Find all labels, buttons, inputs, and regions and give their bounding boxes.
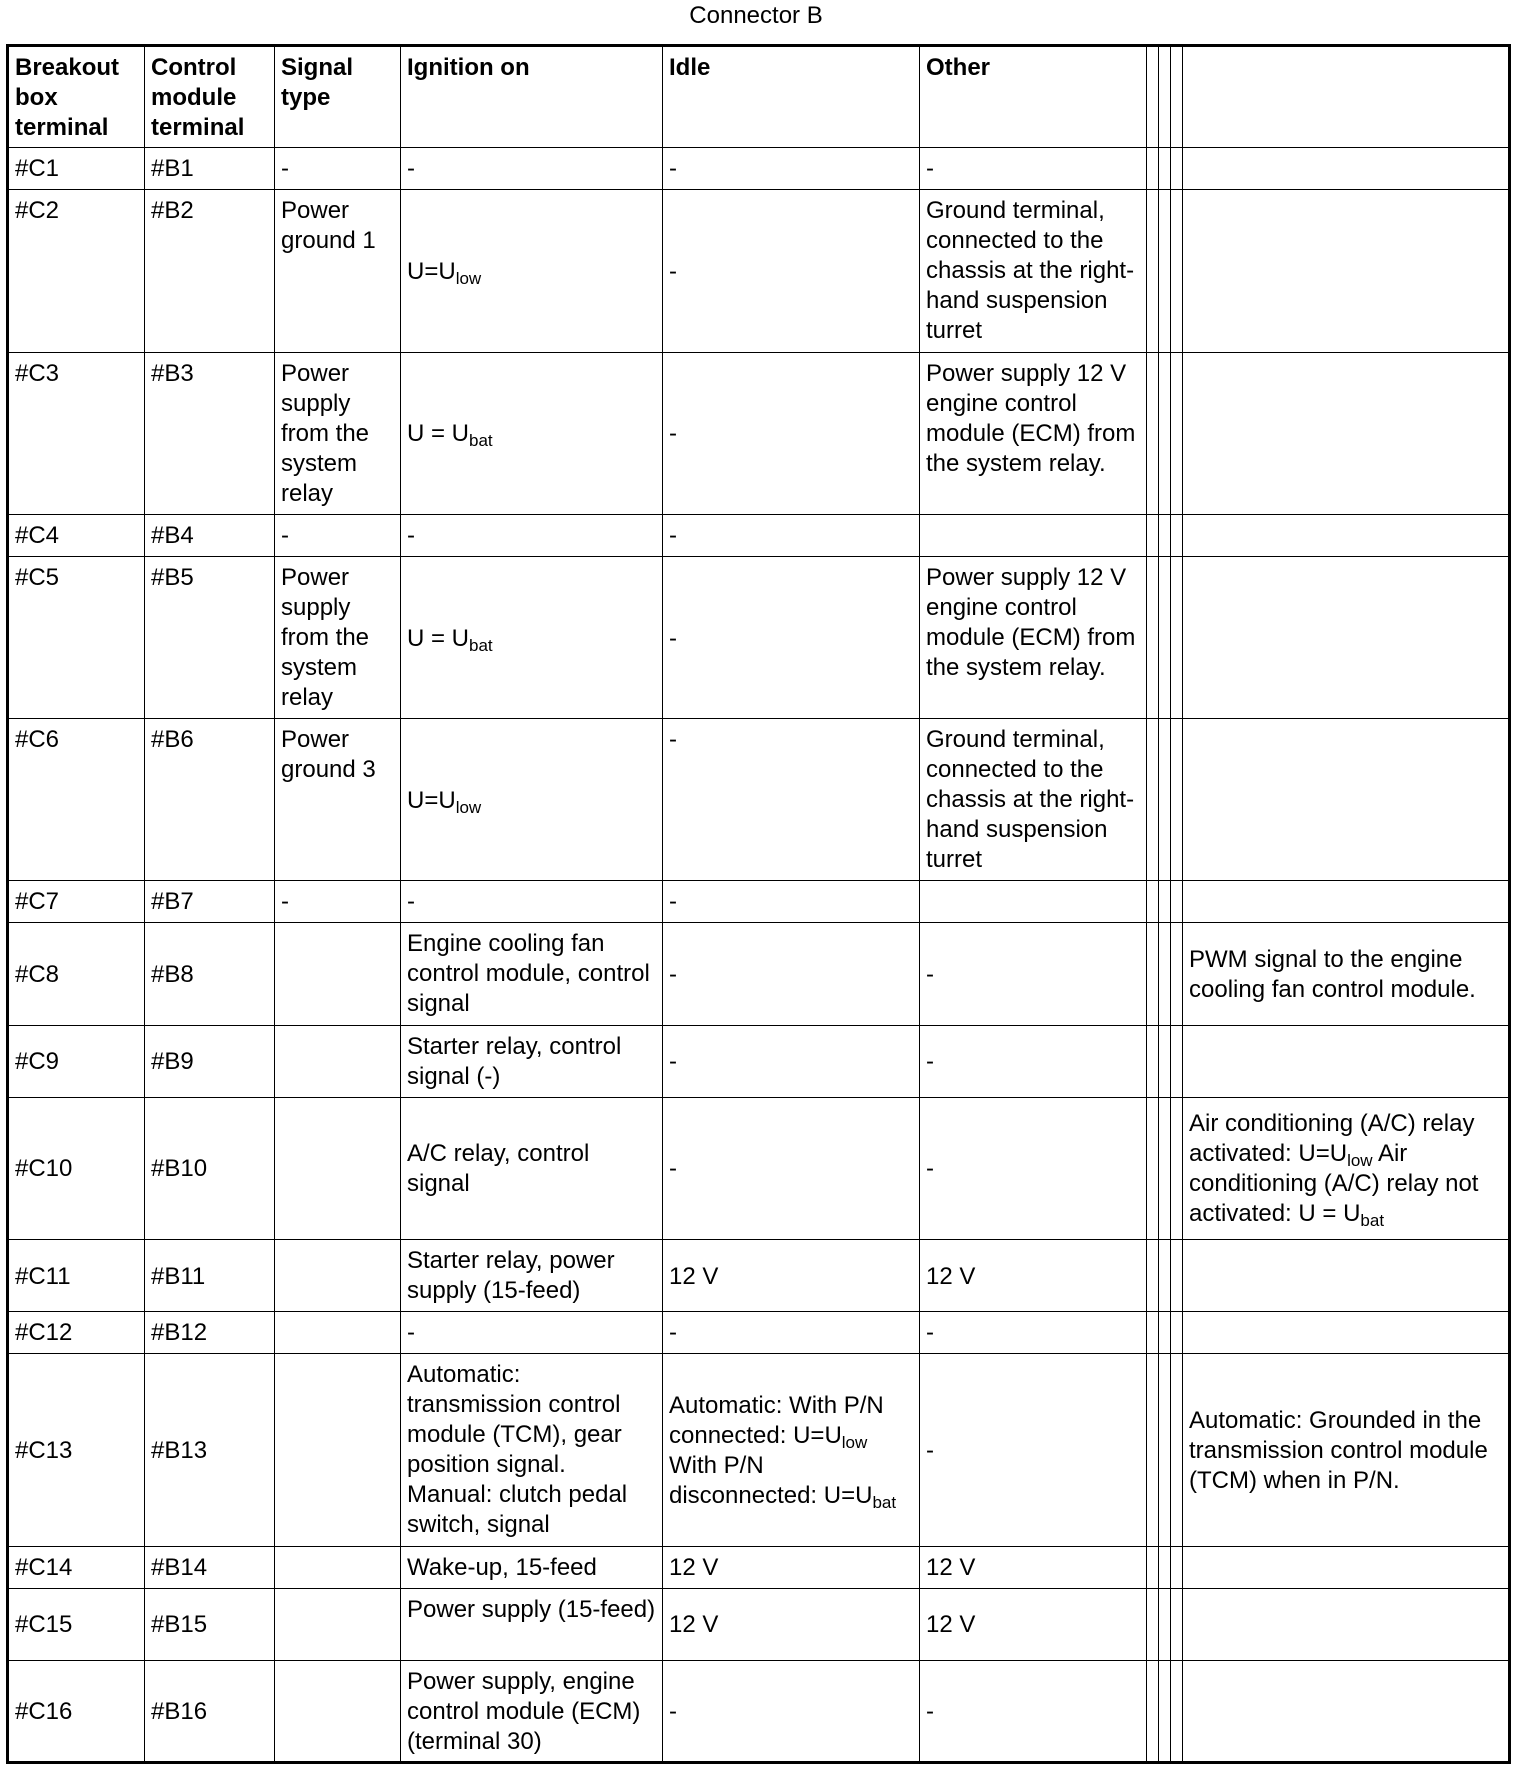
table-row bbox=[8, 1025, 1510, 1097]
idle-subscript: low bbox=[841, 1432, 868, 1452]
note-text: Air conditioning (A/C) relay activated: U=U bbox=[1189, 1110, 1475, 1168]
idle-cell: - bbox=[663, 514, 920, 556]
table-row bbox=[8, 1240, 1510, 1312]
spacer-cell bbox=[1159, 1240, 1171, 1312]
spacer-cell bbox=[1147, 719, 1159, 881]
note-cell: Automatic: Grounded in the transmission control module (TCM) when in P/N. bbox=[1183, 1354, 1510, 1546]
signal-cell: Power supply from the system relay bbox=[275, 352, 401, 514]
note-cell bbox=[1183, 719, 1510, 881]
spacer-cell bbox=[1159, 1354, 1171, 1546]
ignition-value: U = U bbox=[407, 420, 470, 448]
other-cell: 12 V bbox=[920, 1546, 1147, 1588]
note-cell bbox=[1183, 148, 1510, 190]
spacer-cell bbox=[1147, 1546, 1159, 1588]
idle-cell: 12 V bbox=[663, 1240, 920, 1312]
breakout-cell: #C12 bbox=[8, 1312, 145, 1354]
idle-cell: - bbox=[663, 1097, 920, 1239]
spacer-cell bbox=[1147, 148, 1159, 190]
ignition-cell: - bbox=[401, 148, 663, 190]
spacer-cell bbox=[1147, 1660, 1159, 1762]
idle-cell: - bbox=[663, 719, 920, 881]
other-cell: - bbox=[920, 1025, 1147, 1097]
idle-cell: 12 V bbox=[663, 1546, 920, 1588]
control-cell: #B8 bbox=[145, 923, 275, 1025]
control-cell: #B1 bbox=[145, 148, 275, 190]
header-spacer-2 bbox=[1159, 46, 1171, 148]
ignition-subscript: bat bbox=[469, 431, 493, 451]
breakout-cell: #C10 bbox=[8, 1097, 145, 1239]
header-spacer-3 bbox=[1171, 46, 1183, 148]
other-cell bbox=[920, 514, 1147, 556]
control-cell: #B10 bbox=[145, 1097, 275, 1239]
breakout-cell: #C14 bbox=[8, 1546, 145, 1588]
signal-cell: Power supply from the system relay bbox=[275, 556, 401, 718]
idle-cell bbox=[663, 1354, 920, 1546]
header-spacer-1 bbox=[1147, 46, 1159, 148]
ignition-cell: Automatic: transmission control module (TCM), gear position signal. Manual: clutch pedal switch, signal bbox=[401, 1354, 663, 1546]
table-row bbox=[8, 190, 1510, 352]
signal-cell bbox=[275, 1660, 401, 1762]
other-cell: - bbox=[920, 1312, 1147, 1354]
spacer-cell bbox=[1159, 514, 1171, 556]
idle-text: With P/N disconnected: U=U bbox=[669, 1451, 873, 1509]
note-cell bbox=[1183, 1025, 1510, 1097]
spacer-cell bbox=[1171, 1354, 1183, 1546]
other-cell: - bbox=[920, 1660, 1147, 1762]
spacer-cell bbox=[1171, 1025, 1183, 1097]
spacer-cell bbox=[1171, 719, 1183, 881]
ignition-cell: - bbox=[401, 514, 663, 556]
idle-cell: - bbox=[663, 352, 920, 514]
spacer-cell bbox=[1147, 1097, 1159, 1239]
ignition-subscript: low bbox=[455, 797, 482, 817]
spacer-cell bbox=[1147, 1588, 1159, 1660]
control-cell: #B5 bbox=[145, 556, 275, 718]
idle-cell: - bbox=[663, 1025, 920, 1097]
breakout-cell: #C5 bbox=[8, 556, 145, 718]
page-title: Connector B bbox=[689, 2, 823, 29]
control-cell: #B15 bbox=[145, 1588, 275, 1660]
ignition-cell bbox=[401, 190, 663, 352]
breakout-cell: #C3 bbox=[8, 352, 145, 514]
spacer-cell bbox=[1159, 1097, 1171, 1239]
idle-cell: - bbox=[663, 1312, 920, 1354]
spacer-cell bbox=[1171, 514, 1183, 556]
other-cell: - bbox=[920, 923, 1147, 1025]
breakout-cell: #C2 bbox=[8, 190, 145, 352]
table-row bbox=[8, 881, 1510, 923]
note-cell bbox=[1183, 352, 1510, 514]
table-row bbox=[8, 1588, 1510, 1660]
idle-subscript: bat bbox=[872, 1492, 897, 1512]
spacer-cell bbox=[1171, 1660, 1183, 1762]
ignition-value: U=U bbox=[407, 257, 456, 285]
breakout-cell: #C16 bbox=[8, 1660, 145, 1762]
ignition-cell bbox=[401, 556, 663, 718]
breakout-cell: #C4 bbox=[8, 514, 145, 556]
control-cell: #B12 bbox=[145, 1312, 275, 1354]
signal-cell bbox=[275, 923, 401, 1025]
header-ignition-on: Ignition on bbox=[401, 46, 663, 148]
other-cell bbox=[920, 881, 1147, 923]
spacer-cell bbox=[1147, 352, 1159, 514]
note-cell bbox=[1183, 881, 1510, 923]
spacer-cell bbox=[1159, 352, 1171, 514]
control-cell: #B6 bbox=[145, 719, 275, 881]
spacer-cell bbox=[1171, 1588, 1183, 1660]
breakout-cell: #C9 bbox=[8, 1025, 145, 1097]
note-cell bbox=[1183, 1660, 1510, 1762]
other-cell: Power supply 12 V engine control module (ECM) from the system relay. bbox=[920, 352, 1147, 514]
spacer-cell bbox=[1159, 923, 1171, 1025]
control-cell: #B16 bbox=[145, 1660, 275, 1762]
ignition-cell bbox=[401, 352, 663, 514]
ignition-cell: Wake-up, 15-feed bbox=[401, 1546, 663, 1588]
note-cell bbox=[1183, 1312, 1510, 1354]
spacer-cell bbox=[1171, 352, 1183, 514]
ignition-subscript: bat bbox=[469, 635, 493, 655]
spacer-cell bbox=[1171, 1546, 1183, 1588]
spacer-cell bbox=[1159, 1660, 1171, 1762]
signal-cell: Power ground 3 bbox=[275, 719, 401, 881]
signal-cell bbox=[275, 1588, 401, 1660]
breakout-cell: #C6 bbox=[8, 719, 145, 881]
breakout-cell: #C7 bbox=[8, 881, 145, 923]
control-cell: #B2 bbox=[145, 190, 275, 352]
other-cell: Ground terminal, connected to the chassis at the right-hand suspension turret bbox=[920, 719, 1147, 881]
ignition-cell: Starter relay, control signal (-) bbox=[401, 1025, 663, 1097]
header-control-module-terminal: Control module terminal bbox=[145, 46, 275, 148]
breakout-cell: #C15 bbox=[8, 1588, 145, 1660]
spacer-cell bbox=[1171, 148, 1183, 190]
idle-cell: - bbox=[663, 148, 920, 190]
breakout-cell: #C11 bbox=[8, 1240, 145, 1312]
spacer-cell bbox=[1147, 190, 1159, 352]
signal-cell bbox=[275, 1546, 401, 1588]
idle-cell: - bbox=[663, 556, 920, 718]
spacer-cell bbox=[1159, 1025, 1171, 1097]
control-cell: #B13 bbox=[145, 1354, 275, 1546]
control-cell: #B11 bbox=[145, 1240, 275, 1312]
signal-cell bbox=[275, 1240, 401, 1312]
table-row bbox=[8, 148, 1510, 190]
ignition-cell: Power supply, engine control module (ECM) (terminal 30) bbox=[401, 1660, 663, 1762]
ignition-cell bbox=[401, 719, 663, 881]
spacer-cell bbox=[1171, 881, 1183, 923]
control-cell: #B3 bbox=[145, 352, 275, 514]
ignition-value: U=U bbox=[407, 786, 456, 814]
signal-cell bbox=[275, 1354, 401, 1546]
idle-cell: - bbox=[663, 190, 920, 352]
ignition-cell: - bbox=[401, 1312, 663, 1354]
table-row bbox=[8, 1546, 1510, 1588]
other-cell: Power supply 12 V engine control module (ECM) from the system relay. bbox=[920, 556, 1147, 718]
signal-cell: - bbox=[275, 148, 401, 190]
spacer-cell bbox=[1171, 1312, 1183, 1354]
note-cell bbox=[1183, 514, 1510, 556]
spacer-cell bbox=[1171, 556, 1183, 718]
note-cell: PWM signal to the engine cooling fan control module. bbox=[1183, 923, 1510, 1025]
signal-cell: - bbox=[275, 514, 401, 556]
spacer-cell bbox=[1159, 190, 1171, 352]
table-row bbox=[8, 1312, 1510, 1354]
spacer-cell bbox=[1147, 923, 1159, 1025]
ignition-value: U = U bbox=[407, 624, 470, 652]
note-cell bbox=[1183, 1546, 1510, 1588]
table-row bbox=[8, 1097, 1510, 1239]
table-row bbox=[8, 1660, 1510, 1762]
spacer-cell bbox=[1147, 881, 1159, 923]
spacer-cell bbox=[1159, 148, 1171, 190]
signal-cell bbox=[275, 1097, 401, 1239]
control-cell: #B14 bbox=[145, 1546, 275, 1588]
breakout-cell: #C8 bbox=[8, 923, 145, 1025]
header-idle: Idle bbox=[663, 46, 920, 148]
idle-cell: - bbox=[663, 923, 920, 1025]
note-cell bbox=[1183, 1588, 1510, 1660]
ignition-cell: Engine cooling fan control module, control signal bbox=[401, 923, 663, 1025]
spacer-cell bbox=[1147, 1240, 1159, 1312]
idle-text: Automatic: With P/N connected: U=U bbox=[669, 1391, 884, 1449]
header-breakout-box-terminal: Breakout box terminal bbox=[8, 46, 145, 148]
table-row bbox=[8, 923, 1510, 1025]
signal-cell bbox=[275, 1312, 401, 1354]
connector-table bbox=[6, 44, 1511, 1764]
control-cell: #B7 bbox=[145, 881, 275, 923]
idle-cell: 12 V bbox=[663, 1588, 920, 1660]
note-subscript: bat bbox=[1360, 1211, 1385, 1231]
breakout-cell: #C13 bbox=[8, 1354, 145, 1546]
breakout-cell: #C1 bbox=[8, 148, 145, 190]
spacer-cell bbox=[1171, 923, 1183, 1025]
ignition-cell: Power supply (15-feed) bbox=[401, 1588, 663, 1660]
spacer-cell bbox=[1147, 1025, 1159, 1097]
idle-cell: - bbox=[663, 881, 920, 923]
spacer-cell bbox=[1171, 190, 1183, 352]
table-row bbox=[8, 556, 1510, 718]
other-cell: - bbox=[920, 148, 1147, 190]
spacer-cell bbox=[1147, 556, 1159, 718]
control-cell: #B9 bbox=[145, 1025, 275, 1097]
table-row bbox=[8, 1354, 1510, 1546]
control-cell: #B4 bbox=[145, 514, 275, 556]
spacer-cell bbox=[1171, 1240, 1183, 1312]
signal-cell: Power ground 1 bbox=[275, 190, 401, 352]
spacer-cell bbox=[1147, 1354, 1159, 1546]
note-cell bbox=[1183, 1240, 1510, 1312]
header-other: Other bbox=[920, 46, 1147, 148]
table-header-row bbox=[8, 46, 1510, 148]
header-signal-type: Signal type bbox=[275, 46, 401, 148]
signal-cell: - bbox=[275, 881, 401, 923]
spacer-cell bbox=[1159, 1546, 1171, 1588]
spacer-cell bbox=[1147, 1312, 1159, 1354]
ignition-cell: A/C relay, control signal bbox=[401, 1097, 663, 1239]
spacer-cell bbox=[1159, 556, 1171, 718]
ignition-subscript: low bbox=[455, 268, 482, 288]
table-row bbox=[8, 352, 1510, 514]
note-cell bbox=[1183, 1097, 1510, 1239]
table-row bbox=[8, 514, 1510, 556]
header-notes bbox=[1183, 46, 1510, 148]
spacer-cell bbox=[1171, 1097, 1183, 1239]
spacer-cell bbox=[1147, 514, 1159, 556]
table-row bbox=[8, 719, 1510, 881]
other-cell: 12 V bbox=[920, 1588, 1147, 1660]
note-text: Air conditioning (A/C) relay not activated: U = U bbox=[1189, 1140, 1479, 1228]
spacer-cell bbox=[1159, 719, 1171, 881]
spacer-cell bbox=[1159, 1312, 1171, 1354]
spacer-cell bbox=[1159, 1588, 1171, 1660]
signal-cell bbox=[275, 1025, 401, 1097]
other-cell: - bbox=[920, 1097, 1147, 1239]
other-cell: Ground terminal, connected to the chassis at the right-hand suspension turret bbox=[920, 190, 1147, 352]
spacer-cell bbox=[1159, 881, 1171, 923]
other-cell: 12 V bbox=[920, 1240, 1147, 1312]
ignition-cell: - bbox=[401, 881, 663, 923]
note-subscript: low bbox=[1347, 1151, 1373, 1171]
ignition-cell: Starter relay, power supply (15-feed) bbox=[401, 1240, 663, 1312]
idle-cell: - bbox=[663, 1660, 920, 1762]
other-cell: - bbox=[920, 1354, 1147, 1546]
note-cell bbox=[1183, 190, 1510, 352]
note-cell bbox=[1183, 556, 1510, 718]
